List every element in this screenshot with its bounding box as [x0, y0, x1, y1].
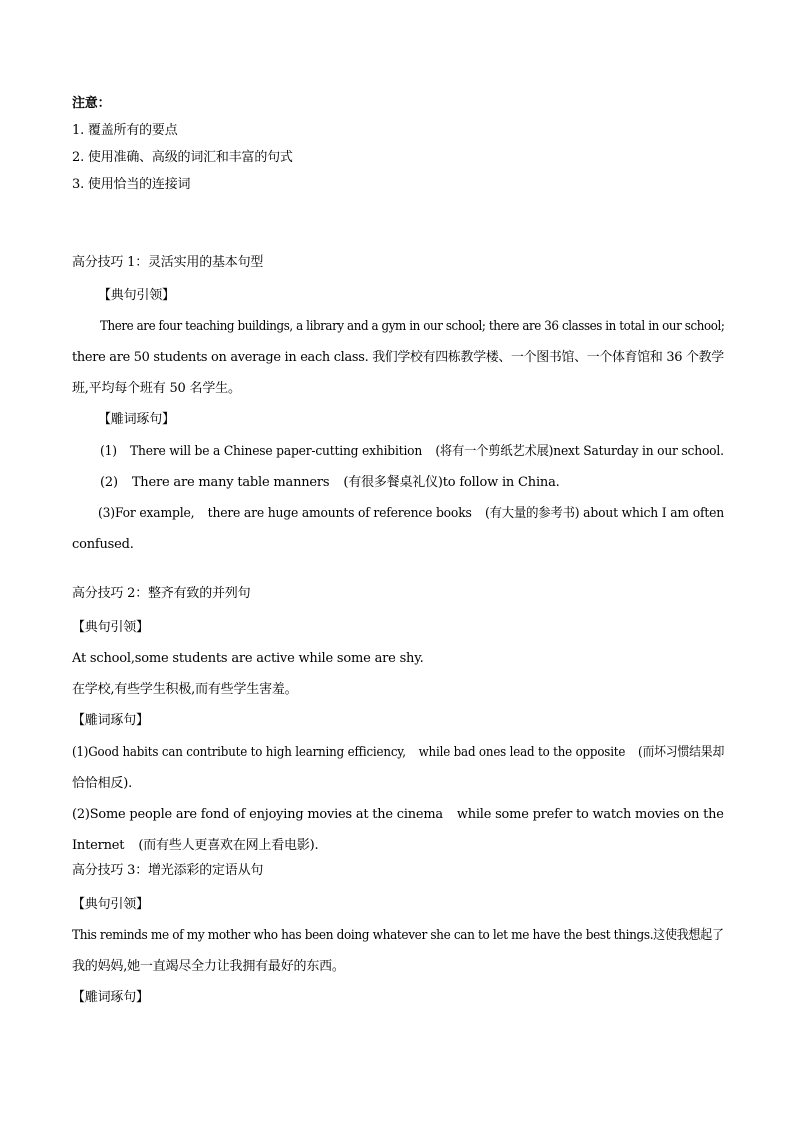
skill1-example-line-3: 班,平均每个班有 50 名学生。: [72, 381, 241, 396]
skill2-example-cn: 在学校,有些学生积极,而有些学生害羞。: [72, 682, 298, 697]
skill2-practice-2: [72, 807, 724, 823]
skill3-example-line-2: 我的妈妈,她一直竭尽全力让我拥有最好的东西。: [72, 959, 345, 974]
skill2-example-tag: 【典句引领】: [72, 620, 149, 635]
practice-sentence: (2)Some people are fond of enjoying movies at the cinema: [72, 807, 443, 822]
notice-item-2: 2. 使用准确、高级的词汇和丰富的句式: [72, 150, 293, 165]
skill2-practice-1-continued: 恰恰相反).: [72, 776, 133, 791]
skill3-heading: 高分技巧 3：增光添彩的定语从句: [72, 863, 264, 878]
skill1-example-line-2: there are 50 students on average in each class. 我们学校有四栋教学楼、一个图书馆、一个体育馆和 36 个教学: [72, 350, 724, 365]
practice-translation: (将有一个剪纸艺术展)next Saturday in our school.: [435, 444, 724, 459]
practice-answer: while bad ones lead to the opposite: [418, 745, 626, 760]
practice-answer: while some prefer to watch movies on the: [456, 807, 724, 822]
skill2-practice-tag: 【雕词琢句】: [72, 713, 149, 728]
practice-translation: (而有些人更喜欢在网上看电影).: [138, 838, 319, 853]
practice-translation: (有很多餐桌礼仪)to follow in China.: [343, 475, 560, 490]
skill2-heading: 高分技巧 2：整齐有致的并列句: [72, 586, 251, 601]
notice-item-1: 1. 覆盖所有的要点: [72, 123, 178, 138]
practice-translation: (有大量的参考书) about which I am often: [484, 506, 725, 521]
skill1-practice-3: [98, 506, 724, 522]
skill2-practice-1: [72, 745, 724, 761]
practice-sentence: There are many table manners: [131, 475, 330, 490]
skill1-practice-1: [100, 444, 724, 460]
practice-sentence: There will be a Chinese paper-cutting exhibition: [130, 444, 423, 459]
skill1-heading: 高分技巧 1：灵活实用的基本句型: [72, 255, 264, 270]
skill1-practice-tag: 【雕词琢句】: [98, 412, 175, 427]
skill2-example-en: At school,some students are active while some are shy.: [72, 651, 424, 666]
practice-lead: (3)For example,: [98, 506, 195, 521]
practice-sentence: there are huge amounts of reference books: [207, 506, 472, 521]
practice-translation: (而坏习惯结果却: [637, 745, 725, 760]
skill3-practice-tag: 【雕词琢句】: [72, 990, 149, 1005]
practice-sentence: (1)Good habits can contribute to high learning efficiency,: [72, 745, 406, 760]
skill2-practice-2-continued: [72, 838, 318, 854]
skill1-practice-2: [100, 475, 560, 491]
practice-answer: Internet: [72, 838, 125, 853]
skill3-example-line-1: This reminds me of my mother who has been doing whatever she can to let me have the best things.这使我想起了: [72, 928, 724, 943]
practice-number: (1): [100, 444, 117, 459]
notice-item-3: 3. 使用恰当的连接词: [72, 177, 191, 192]
practice-number: (2): [100, 475, 118, 490]
notice-title: 注意：: [72, 96, 111, 111]
skill3-example-tag: 【典句引领】: [72, 897, 149, 912]
skill1-example-tag: 【典句引领】: [98, 288, 175, 303]
skill1-example-line-1: There are four teaching buildings, a library and a gym in our school; there are 36 classes in total in our school;: [100, 319, 725, 334]
skill1-practice-3-continued: confused.: [72, 537, 134, 552]
